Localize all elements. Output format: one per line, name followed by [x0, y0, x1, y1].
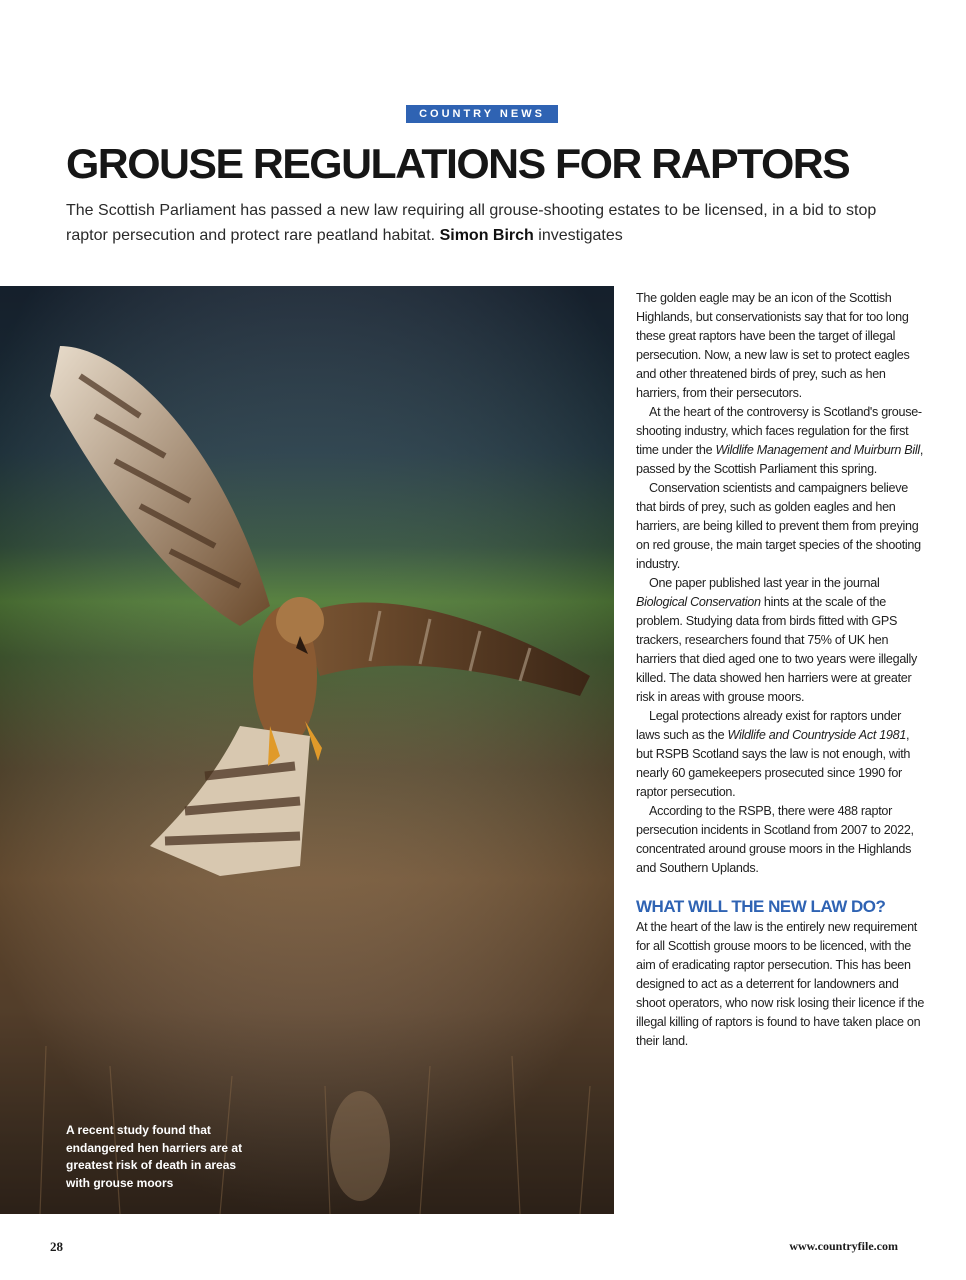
text-run: Legal protections already exist for raptors under laws such as the [636, 709, 902, 742]
bill-title: Wildlife Management and Muirburn Bill [715, 443, 920, 457]
article-paragraph: Conservation scientists and campaigners believe that birds of prey, such as golden eagles and hen harriers, are being killed to prevent them from preying on red grouse, the main target species of the shooting industry. [636, 481, 921, 571]
hen-harrier-illustration [0, 286, 614, 1214]
article-paragraph [636, 403, 926, 479]
page-number: 28 [50, 1239, 63, 1254]
standfirst [66, 198, 886, 248]
author-name: Simon Birch [439, 227, 534, 244]
article-body [636, 289, 926, 1051]
standfirst-text: The Scottish Parliament has passed a new law requiring all grouse-shooting estates to be licensed, in a bid to stop raptor persecution and protect rare peatland habitat. [66, 202, 877, 244]
article-paragraph [636, 707, 926, 802]
text-run: At the heart of the controversy is Scotland's grouse-shooting industry, which faces regulation for the first time under the [636, 405, 922, 457]
article-paragraph: The golden eagle may be an icon of the Scottish Highlands, but conservationists say that for too long these great raptors have been the target of illegal persecution. Now, a new law is set to protect eagles and other threatened birds of prey, such as hen harriers, from their persecutors. [636, 291, 910, 400]
section-badge: COUNTRY NEWS [406, 105, 558, 123]
photo-caption: A recent study found that endangered hen harriers are at greatest risk of death in areas with grouse moors [66, 1123, 243, 1190]
standfirst-suffix: investigates [538, 227, 623, 244]
text-run: hints at the scale of the problem. Studying data from birds fitted with GPS trackers, researchers found that 75% of UK hen harriers that died aged one to two years were illegally killed. The data showed hen harriers were at greater risk in areas with grouse moors. [636, 595, 918, 704]
text-run: One paper published last year in the journal [649, 576, 880, 590]
article-paragraph [636, 574, 926, 707]
text-run: , but RSPB Scotland says the law is not enough, with nearly 60 gamekeepers prosecuted since 1990 for raptor persecution. [636, 728, 911, 799]
journal-title: Biological Conservation [636, 595, 761, 609]
article-paragraph: At the heart of the law is the entirely new requirement for all Scottish grouse moors to be licenced, with the aim of eradicating raptor persecution. This has been designed to act as a deterrent for landowners and shoot operators, who now risk losing their licence if the illegal killing of raptors is found to have taken place on their land. [636, 920, 925, 1048]
text-run: , passed by the Scottish Parliament this spring. [636, 443, 924, 476]
section-subheading: WHAT WILL THE NEW LAW DO? [636, 897, 886, 916]
headline: GROUSE REGULATIONS FOR RAPTORS [66, 140, 850, 187]
article-paragraph: According to the RSPB, there were 488 raptor persecution incidents in Scotland from 2007 to 2022, concentrated around grouse moors in the Highlands and Southern Uplands. [636, 804, 914, 875]
hen-harrier-photo [0, 286, 614, 1214]
act-title: Wildlife and Countryside Act 1981 [727, 728, 907, 742]
website-link[interactable]: www.countryfile.com [789, 1239, 898, 1253]
